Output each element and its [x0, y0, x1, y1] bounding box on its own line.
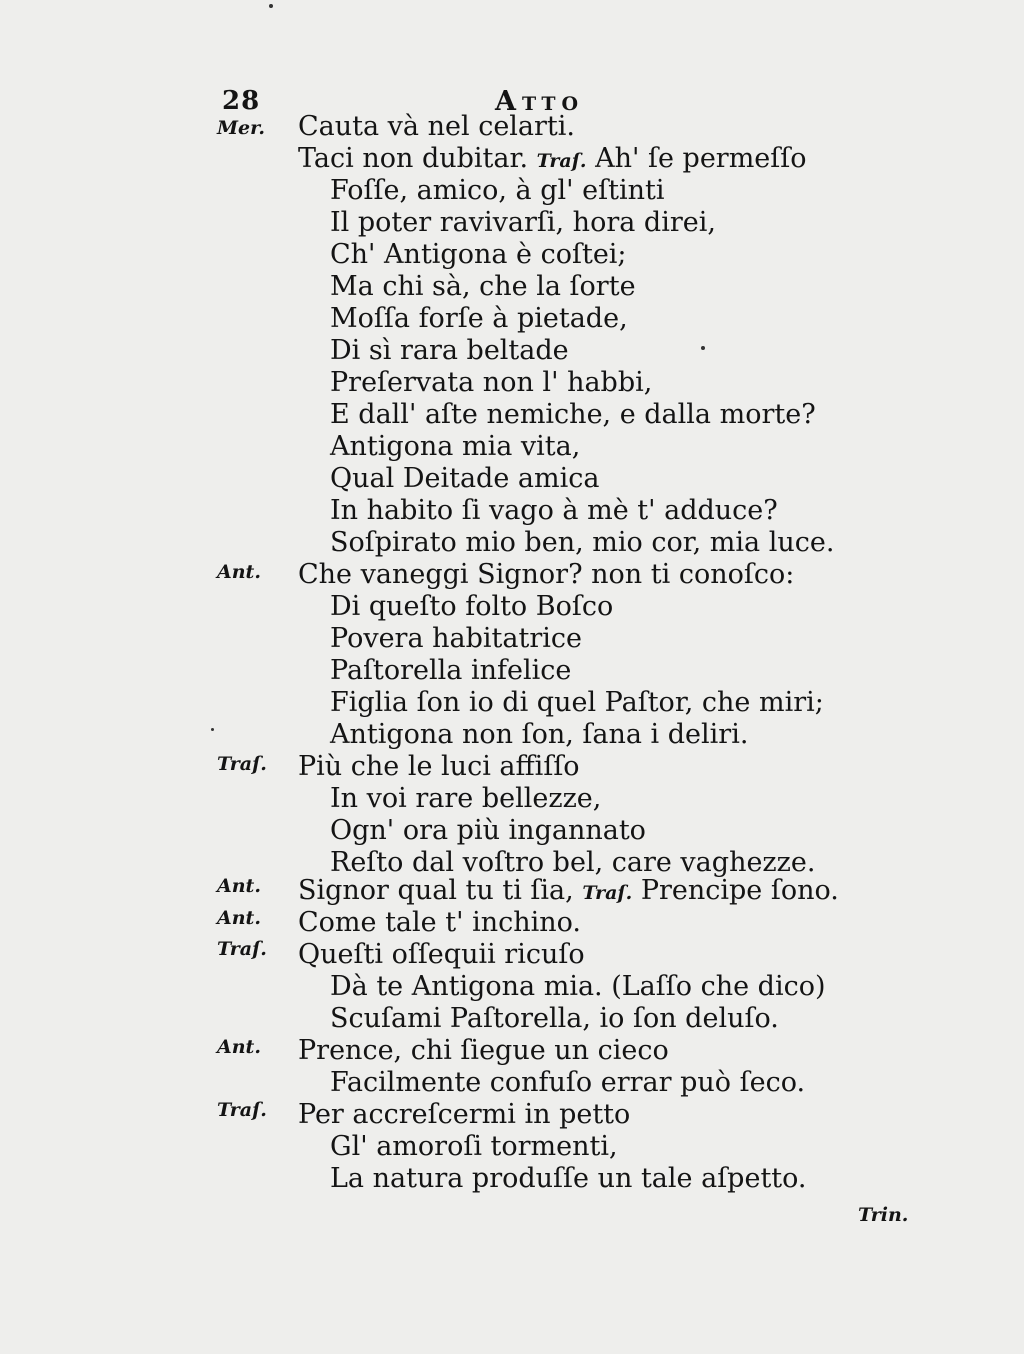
line-text: Di queſto folto Boſco [330, 591, 614, 622]
verse-line [330, 431, 580, 463]
line-text: Gl' amoroſi tormenti, [330, 1131, 618, 1162]
line-text: Ogn' ora più ingannato [330, 815, 646, 846]
line-text: In voi rare bellezze, [330, 783, 602, 814]
verse-line [330, 591, 613, 623]
line-text: Moſſa forſe à pietade, [330, 303, 628, 334]
verse-line [330, 783, 601, 815]
verse-line [298, 1099, 630, 1131]
verse-line [330, 495, 778, 527]
verse-line [330, 463, 599, 495]
line-text: Figlia ſon io di quel Paſtor, che miri; [330, 687, 824, 718]
ink-speck [211, 728, 214, 731]
verse-line [330, 175, 664, 207]
verse-line [330, 367, 652, 399]
verse-line [330, 1131, 618, 1163]
line-text: Di sì rara beltade [330, 335, 569, 366]
line-text: Signor qual tu ti ſia, [298, 875, 574, 906]
verse-line [330, 1067, 805, 1099]
line-text: Antigona mia vita, [330, 431, 581, 462]
line-text: Paſtorella infelice [330, 655, 572, 686]
verse-line [330, 655, 571, 687]
line-text: Per accreſcermi in petto [298, 1099, 631, 1130]
verse-line [298, 939, 585, 971]
verse-line [298, 751, 580, 783]
speaker-label: Ant. [217, 875, 261, 897]
catchword: Trin. [858, 1204, 909, 1226]
line-text: Reſto dal voſtro bel, care vaghezze. [330, 847, 816, 878]
line-text: Preſervata non l' habbi, [330, 367, 653, 398]
verse-line [330, 623, 582, 655]
line-text: E dall' aſte nemiche, e dalla morte? [330, 399, 816, 430]
speaker-label: Ant. [217, 907, 261, 929]
line-text-continued: Ah' ſe permeſſo [595, 143, 807, 174]
verse-line [330, 207, 716, 239]
verse-line [330, 399, 816, 431]
line-text: Soſpirato mio ben, mio cor, mia luce. [330, 527, 835, 558]
running-head: Atto [495, 86, 585, 117]
verse-line [298, 559, 794, 591]
speaker-label: Traſ. [217, 938, 267, 960]
line-text: Che vaneggi Signor? non ti conoſco: [298, 559, 795, 590]
line-text: Ch' Antigona è coſtei; [330, 239, 627, 270]
line-text: Scuſami Paſtorella, io ſon deluſo. [330, 1003, 779, 1034]
line-text: Queſti oſſequii ricuſo [298, 939, 585, 970]
verse-line [298, 907, 581, 939]
line-text: Antigona non ſon, ſana i deliri. [330, 719, 749, 750]
inline-speaker-label: Traſ. [536, 150, 587, 172]
ink-speck [269, 4, 273, 8]
verse-line [330, 971, 826, 1003]
verse-line [298, 111, 575, 143]
line-text: Taci non dubitar. [298, 143, 529, 174]
line-text: Più che le luci affiſſo [298, 751, 580, 782]
verse-line [330, 271, 636, 303]
verse-line [330, 1003, 779, 1035]
verse-line [298, 143, 807, 175]
verse-line [330, 1163, 807, 1195]
line-text: In habito ſi vago à mè t' adduce? [330, 495, 778, 526]
line-text: Prence, chi ſiegue un cieco [298, 1035, 669, 1066]
line-text: Il poter ravivarſi, hora direi, [330, 207, 716, 238]
speaker-label: Ant. [217, 1036, 261, 1058]
line-text: Povera habitatrice [330, 623, 582, 654]
line-text: Facilmente confuſo errar può ſeco. [330, 1067, 806, 1098]
verse-line [330, 719, 748, 751]
verse-line [330, 239, 627, 271]
verse-line [298, 875, 839, 907]
verse-line [330, 335, 569, 367]
speaker-label: Mer. [217, 117, 266, 139]
page-number: 28 [222, 86, 261, 116]
line-text: Come tale t' inchino. [298, 907, 581, 938]
line-text: Foſſe, amico, à gl' eſtinti [330, 175, 665, 206]
line-text: Cauta và nel celarti. [298, 111, 576, 142]
line-text: Ma chi sà, che la ſorte [330, 271, 636, 302]
verse-line [330, 303, 628, 335]
verse-line [330, 687, 824, 719]
speaker-label: Ant. [217, 561, 261, 583]
verse-line [330, 815, 646, 847]
speaker-label: Traſ. [217, 753, 267, 775]
line-text: Dà te Antigona mia. (Laſſo che dico) [330, 971, 826, 1002]
speaker-label: Traſ. [217, 1099, 267, 1121]
line-text-continued: Prencipe ſono. [640, 875, 839, 906]
line-text: Qual Deitade amica [330, 463, 600, 494]
line-text: La natura produſſe un tale aſpetto. [330, 1163, 807, 1194]
ink-speck [701, 346, 705, 350]
verse-line [298, 1035, 669, 1067]
inline-speaker-label: Traſ. [582, 882, 633, 904]
verse-line [330, 527, 834, 559]
